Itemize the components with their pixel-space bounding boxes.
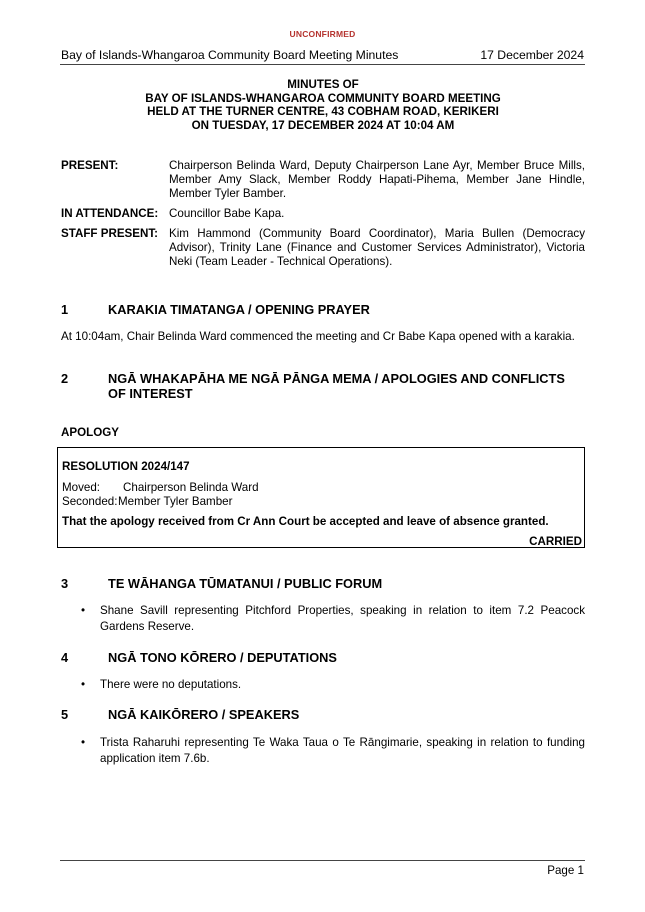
in-attendance-label: IN ATTENDANCE: bbox=[61, 207, 159, 220]
staff-present-label: STAFF PRESENT: bbox=[61, 227, 159, 240]
section-4-title: NGĀ TONO KŌRERO / DEPUTATIONS bbox=[108, 650, 337, 665]
title-line-1: MINUTES OF bbox=[287, 78, 359, 91]
title-line-4: ON TUESDAY, 17 DECEMBER 2024 AT 10:04 AM bbox=[191, 118, 455, 132]
public-forum-item: Shane Savill representing Pitchford Properties, speaking in relation to item 7.2 Peacock Gardens Reserve. bbox=[100, 604, 585, 633]
resolution-box bbox=[57, 447, 585, 548]
section-2-title: NGĀ WHAKAPĀHA ME NGĀ PĀNGA MEMA / APOLOGIES AND CONFLICTS OF INTEREST bbox=[108, 371, 565, 401]
resolution-title: RESOLUTION 2024/147 bbox=[62, 460, 190, 473]
header-divider bbox=[60, 64, 585, 65]
unconfirmed-stamp: UNCONFIRMED bbox=[289, 29, 356, 39]
moved-label: Moved: bbox=[62, 481, 101, 494]
section-3-title: TE WĀHANGA TŪMATANUI / PUBLIC FORUM bbox=[108, 576, 383, 591]
in-attendance-text: Councillor Babe Kapa. bbox=[169, 207, 285, 220]
running-header-date: 17 December 2024 bbox=[480, 48, 584, 62]
apology-subheading: APOLOGY bbox=[61, 426, 119, 439]
section-5-number: 5 bbox=[61, 707, 69, 722]
section-5-title: NGĀ KAIKŌRERO / SPEAKERS bbox=[108, 707, 300, 722]
staff-present-text: Kim Hammond (Community Board Coordinator), Maria Bullen (Democracy Advisor), Trinity Lane (Finance and Customer Services Administrator), Victoria Neki (Team Leader - Technical Operations). bbox=[169, 227, 585, 268]
running-header-title: Bay of Islands-Whangaroa Community Board Meeting Minutes bbox=[61, 48, 399, 62]
section-1-title: KARAKIA TIMATANGA / OPENING PRAYER bbox=[108, 302, 370, 317]
seconded-label: Seconded: bbox=[62, 495, 118, 508]
document-title bbox=[61, 78, 585, 132]
seconded-by: Member Tyler Bamber bbox=[118, 495, 233, 508]
speakers-item: Trista Raharuhi representing Te Waka Taua o Te Rāngimarie, speaking in relation to funding application item 7.6b. bbox=[100, 736, 585, 765]
bullet-icon: • bbox=[81, 678, 86, 691]
present-text: Chairperson Belinda Ward, Deputy Chairperson Lane Ayr, Member Bruce Mills, Member Amy Slack, Member Roddy Hapati-Pihema, Member Jane Hindle, Member Tyler Bamber. bbox=[169, 159, 585, 200]
section-3-number: 3 bbox=[61, 576, 69, 591]
moved-row bbox=[62, 481, 259, 494]
resolution-outcome: CARRIED bbox=[529, 535, 582, 548]
section-1-text: At 10:04am, Chair Belinda Ward commenced the meeting and Cr Babe Kapa opened with a karakia. bbox=[61, 330, 575, 343]
footer-divider bbox=[60, 860, 585, 861]
present-label: PRESENT: bbox=[61, 159, 119, 172]
section-2-number: 2 bbox=[61, 371, 69, 386]
seconded-row bbox=[62, 495, 233, 508]
section-1-number: 1 bbox=[61, 302, 69, 317]
section-4-number: 4 bbox=[61, 650, 69, 665]
deputations-item: There were no deputations. bbox=[100, 678, 242, 691]
moved-by: Chairperson Belinda Ward bbox=[123, 481, 259, 494]
bullet-icon: • bbox=[81, 604, 86, 617]
title-line-2: BAY OF ISLANDS-WHANGAROA COMMUNITY BOARD MEETING bbox=[145, 91, 501, 105]
title-line-3: HELD AT THE TURNER CENTRE, 43 COBHAM ROAD, KERIKERI bbox=[147, 105, 499, 119]
resolution-motion: That the apology received from Cr Ann Court be accepted and leave of absence granted. bbox=[62, 515, 549, 528]
page-number: Page 1 bbox=[547, 864, 584, 877]
bullet-icon: • bbox=[81, 736, 86, 749]
